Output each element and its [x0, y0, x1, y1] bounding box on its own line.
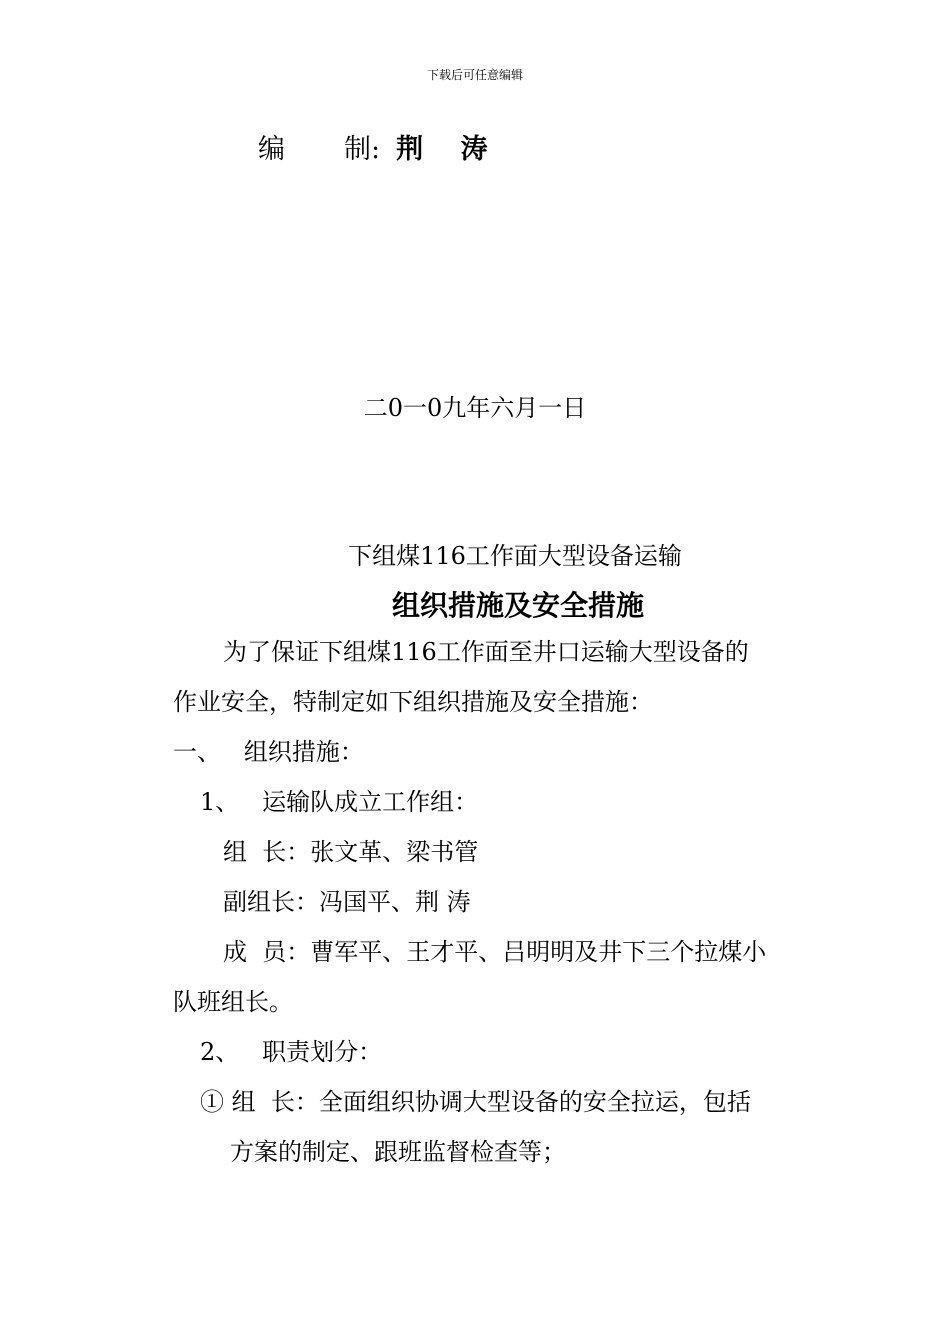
compiler-line — [258, 132, 502, 168]
duty-item-1: ① 组 长：全面组织协调大型设备的安全拉运，包括 — [200, 1088, 751, 1116]
compiler-label-2: 制: — [344, 134, 381, 165]
section-heading-organization: 一、 组织措施： — [173, 738, 364, 766]
duty-item-1-cont: 方案的制定、跟班监督检查等； — [230, 1138, 566, 1166]
compiler-name: 荆 涛 — [396, 134, 502, 165]
member-line-members-cont: 队班组长。 — [173, 988, 293, 1016]
subsection-heading-2: 2、 职责划分： — [200, 1038, 383, 1066]
document-title-line2: 组织措施及安全措施 — [391, 589, 644, 622]
document-title-line1: 下组煤116工作面大型设备运输 — [348, 542, 682, 570]
body-line-2: 作业安全，特制定如下组织措施及安全措施： — [173, 688, 653, 716]
compiler-label-1: 编 — [258, 134, 285, 165]
body-line-1: 为了保证下组煤116工作面至井口运输大型设备的 — [223, 638, 749, 666]
header-note: 下载后可任意编辑 — [426, 68, 523, 82]
subsection-heading-1: 1、 运输队成立工作组： — [200, 788, 479, 816]
member-line-leader: 组 长：张文革、梁书管 — [223, 838, 479, 866]
member-line-members: 成 员：曹军平、王才平、吕明明及井下三个拉煤小 — [223, 938, 767, 966]
cover-date: 二0一0九年六月一日 — [363, 394, 587, 422]
member-line-deputy: 副组长：冯国平、荆 涛 — [223, 888, 471, 916]
